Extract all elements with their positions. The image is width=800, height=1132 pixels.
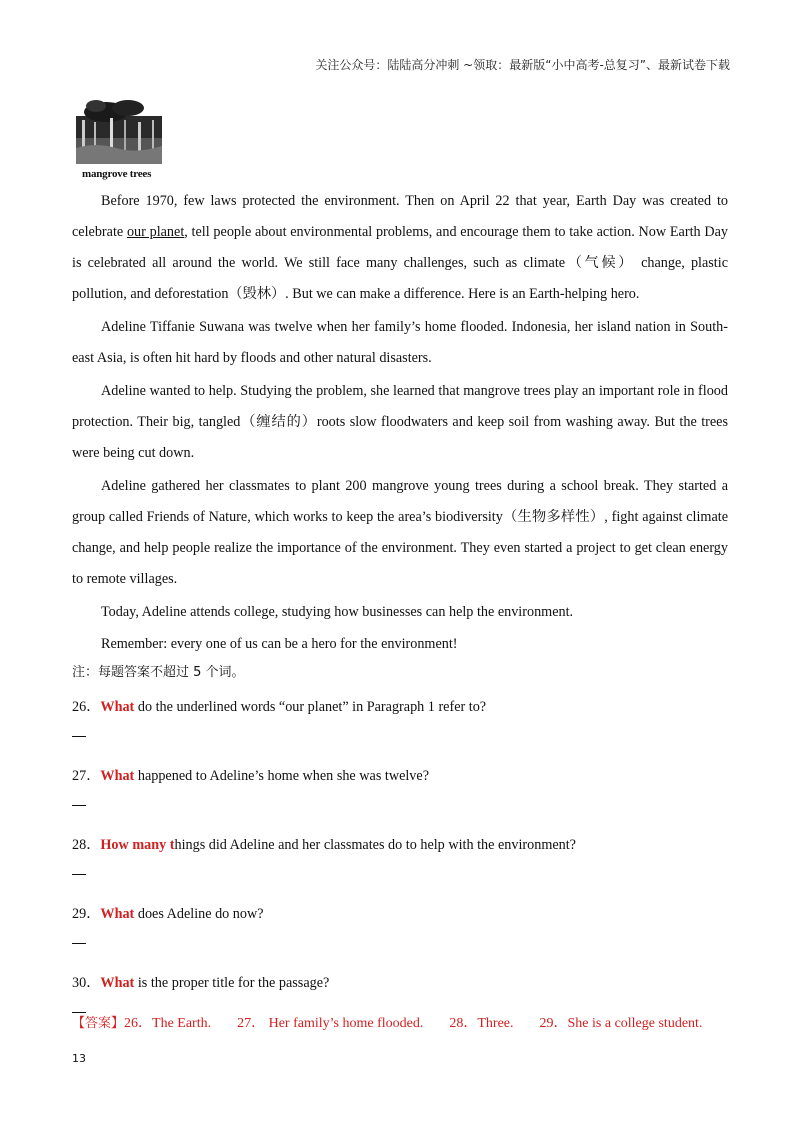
question-29: 29．What does Adeline do now? xyxy=(72,906,264,922)
instruction-note: 注：每题答案不超过 5 个词。 xyxy=(72,665,245,680)
answer-blank[interactable] xyxy=(72,719,728,754)
mangrove-figure xyxy=(76,98,168,180)
answer-blank[interactable] xyxy=(72,857,728,892)
answer-key xyxy=(72,1012,732,1032)
figure-caption: mangrove trees xyxy=(82,168,152,180)
question-26: 26．What do the underlined words “our planet” in Paragraph 1 refer to? xyxy=(72,699,487,715)
page-header: 关注公众号：陆陆高分冲刺 ~领取：最新版“小中高考-总复习”、最新试卷下载 xyxy=(315,58,730,72)
paragraph-1: Before 1970, few laws protected the environment. Then on April 22 that year, Earth Day was created to celebrate our planet, tell people about environmental problems, and encourage them to take action. Now Earth Day is celebrated all around the world. We still face many challenges, such as climate（气候） change, plastic pollution, and deforestation（毁林）. But we can make a difference. Here is an Earth-helping hero. xyxy=(72,193,729,302)
paragraph-6: Remember: every one of us can be a hero for the environment! xyxy=(101,636,458,652)
page-number: 13 xyxy=(72,1052,86,1065)
question-30: 30．What is the proper title for the passage? xyxy=(72,975,330,991)
answer-blank[interactable] xyxy=(72,788,728,823)
question-28: 28．How many things did Adeline and her classmates do to help with the environment? xyxy=(72,837,576,853)
mangrove-photo-icon xyxy=(76,98,162,164)
underlined-phrase: our planet xyxy=(126,224,185,240)
paragraph-4: Adeline gathered her classmates to plant 200 mangrove young trees during a school break. They started a group called Friends of Nature, which works to keep the area’s biodiversity（生物多样性）, fight against climate change, and help people realize the importance of the environment. They even started a project to get clean energy to remote villages. xyxy=(72,478,728,587)
answer-item: 27． Her family’s home flooded. xyxy=(237,1016,424,1031)
paragraph-2: Adeline Tiffanie Suwana was twelve when her family’s home flooded. Indonesia, her island nation in South-east Asia, is often hit hard by floods and other natural disasters. xyxy=(72,319,728,366)
paragraph-3: Adeline wanted to help. Studying the problem, she learned that mangrove trees play an important role in flood protection. Their big, tangled（缠结的）roots slow floodwaters and keep soil from washing away. But the trees were being cut down. xyxy=(72,383,728,461)
answer-tag: 【答案】 xyxy=(72,1016,125,1031)
answer-item: 28．Three. xyxy=(449,1016,514,1031)
question-27: 27．What happened to Adeline’s home when she was twelve? xyxy=(72,768,429,784)
answer-item: 26．The Earth. xyxy=(124,1016,212,1031)
paragraph-5: Today, Adeline attends college, studying how businesses can help the environment. xyxy=(101,604,574,620)
answer-blank[interactable] xyxy=(72,926,728,961)
reading-passage xyxy=(72,186,728,1030)
answer-item: 29．She is a college student. xyxy=(539,1016,703,1031)
